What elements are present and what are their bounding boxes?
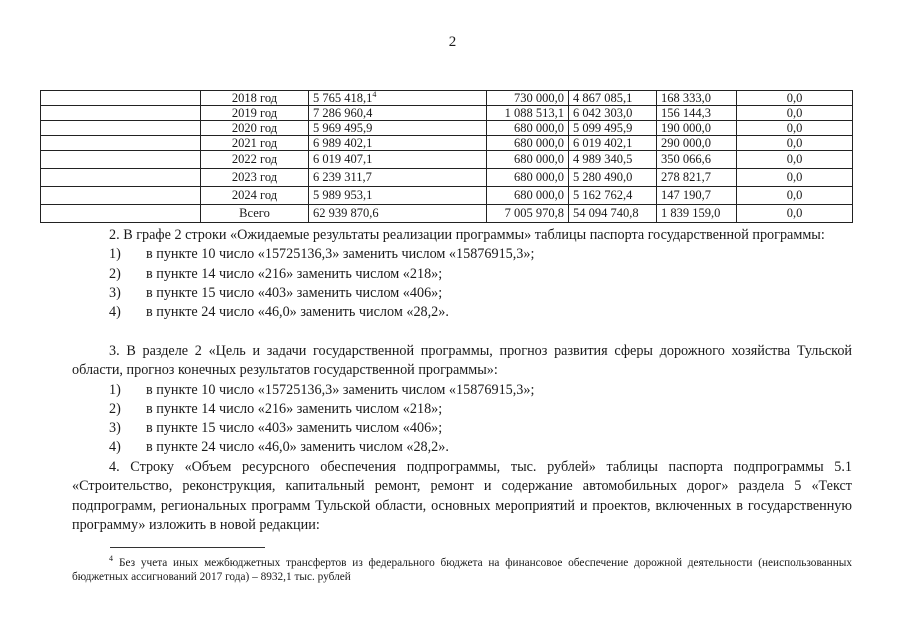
table-row — [41, 151, 853, 169]
table-cell-year: 2021 год — [201, 136, 309, 151]
table-cell-total — [309, 205, 487, 223]
table-cell-federal: 1 088 513,1 — [487, 106, 569, 121]
table-cell-other: 0,0 — [737, 205, 853, 223]
table-cell-empty — [41, 169, 201, 187]
table-cell-federal: 680 000,0 — [487, 187, 569, 205]
list-item — [72, 245, 852, 264]
table-cell-regional: 4 989 340,5 — [569, 151, 657, 169]
list-item-text: в пункте 15 число «403» заменить числом «406»; — [146, 284, 443, 301]
list-item-text: в пункте 24 число «46,0» заменить числом «28,2». — [146, 439, 449, 456]
table-cell-total — [309, 121, 487, 136]
table-cell-other: 0,0 — [737, 121, 853, 136]
list-item — [72, 438, 852, 457]
table-cell-total — [309, 136, 487, 151]
table-cell-empty — [41, 106, 201, 121]
section-3 — [72, 342, 852, 458]
footnote — [72, 552, 852, 585]
table-cell-empty — [41, 136, 201, 151]
table-cell-regional: 4 867 085,1 — [569, 91, 657, 106]
list-item-text: в пункте 10 число «15725136,3» заменить числом «15876915,3»; — [146, 246, 535, 263]
table-cell-total — [309, 91, 487, 106]
table-cell-empty — [41, 187, 201, 205]
table-cell-other: 0,0 — [737, 169, 853, 187]
table-cell-regional: 5 162 762,4 — [569, 187, 657, 205]
list-item — [72, 381, 852, 400]
list-item-text: в пункте 10 число «15725136,3» заменить числом «15876915,3»; — [146, 381, 535, 398]
table-cell-total-value: 62 939 870,6 — [313, 206, 379, 220]
page-number: 2 — [448, 34, 457, 50]
section-3-intro: 3. В разделе 2 «Цель и задачи государственной программы, прогноз развития сферы дорожного хозяйства Тульской области, прогноз конечных результатов государственной программы»: — [72, 343, 852, 379]
list-item-number: 3) — [109, 420, 121, 437]
list-item-number: 4) — [109, 304, 121, 321]
table-cell-empty — [41, 91, 201, 106]
section-4-text: 4. Строку «Объем ресурсного обеспечения подпрограммы, тыс. рублей» таблицы паспорта подпрограммы 5.1 «Строительство, реконструкция, капитальный ремонт, ремонт и содержание автомобильных дорог» раздела 5 «Текст подпрограмм, региональных программ Тульской области, основных мероприятий и проектов, включенных в государственную программу» изложить в новой редакции: — [72, 459, 852, 533]
table-cell-total — [309, 169, 487, 187]
table-cell-other: 0,0 — [737, 136, 853, 151]
table-cell-year: 2023 год — [201, 169, 309, 187]
footnote-text: Без учета иных межбюджетных трансфертов из федерального бюджета на финансовое обеспечение дорожной деятельности (неиспользованных бюджетных ассигнований 2017 года) – 8932,1 тыс. рублей — [72, 556, 852, 584]
table-cell-empty — [41, 121, 201, 136]
table-cell-federal: 680 000,0 — [487, 151, 569, 169]
table-cell-other: 0,0 — [737, 106, 853, 121]
table-cell-total-value: 6 239 311,7 — [313, 170, 372, 184]
footnote-divider — [110, 547, 265, 548]
table-cell-local: 1 839 159,0 — [657, 205, 737, 223]
table-cell-federal: 7 005 970,8 — [487, 205, 569, 223]
table-row — [41, 169, 853, 187]
table-row — [41, 187, 853, 205]
list-item-number: 4) — [109, 439, 121, 456]
footnote-mark: 4 — [109, 554, 113, 563]
table-cell-year: 2024 год — [201, 187, 309, 205]
table-cell-other: 0,0 — [737, 151, 853, 169]
section-4 — [72, 458, 852, 535]
table-cell-regional: 6 019 402,1 — [569, 136, 657, 151]
list-item-text: в пункте 14 число «216» заменить числом «218»; — [146, 400, 443, 417]
section-2-intro: 2. В графе 2 строки «Ожидаемые результаты реализации программы» таблицы паспорта государственной программы: — [109, 227, 825, 243]
table-cell-empty — [41, 151, 201, 169]
list-item — [72, 265, 852, 284]
table-cell-local: 147 190,7 — [657, 187, 737, 205]
table-cell-federal: 680 000,0 — [487, 169, 569, 187]
table-row — [41, 205, 853, 223]
table-cell-other: 0,0 — [737, 91, 853, 106]
table-cell-regional: 6 042 303,0 — [569, 106, 657, 121]
list-item-text: в пункте 24 число «46,0» заменить числом «28,2». — [146, 304, 449, 321]
table-row — [41, 121, 853, 136]
section-2 — [72, 226, 852, 322]
table-cell-other: 0,0 — [737, 187, 853, 205]
table-cell-year: 2018 год — [201, 91, 309, 106]
table-cell-total-value: 6 989 402,1 — [313, 136, 373, 150]
table-cell-year: Всего — [201, 205, 309, 223]
table-cell-total — [309, 106, 487, 121]
table-row — [41, 106, 853, 121]
footnote-reference: 4 — [372, 90, 377, 99]
list-item-number: 2) — [109, 265, 121, 282]
table-cell-local: 156 144,3 — [657, 106, 737, 121]
table-cell-federal: 680 000,0 — [487, 136, 569, 151]
table-cell-federal: 730 000,0 — [487, 91, 569, 106]
table-cell-total-value: 6 019 407,1 — [313, 152, 373, 166]
table-cell-regional: 54 094 740,8 — [569, 205, 657, 223]
list-item — [72, 303, 852, 322]
table-cell-total-value: 5 989 953,1 — [313, 188, 373, 202]
list-item-number: 1) — [109, 246, 121, 263]
table-cell-year: 2020 год — [201, 121, 309, 136]
table-cell-total-value: 5 765 418,1 — [313, 91, 373, 105]
table-cell-year: 2019 год — [201, 106, 309, 121]
table-cell-local: 168 333,0 — [657, 91, 737, 106]
list-item-text: в пункте 14 число «216» заменить числом «218»; — [146, 265, 443, 282]
table-cell-regional: 5 280 490,0 — [569, 169, 657, 187]
table-cell-total — [309, 151, 487, 169]
table-cell-total — [309, 187, 487, 205]
list-item-number: 3) — [109, 284, 121, 301]
table-row — [41, 91, 853, 106]
table-cell-year: 2022 год — [201, 151, 309, 169]
table-cell-local: 290 000,0 — [657, 136, 737, 151]
list-item-number: 2) — [109, 400, 121, 417]
table-cell-total-value: 7 286 960,4 — [313, 106, 373, 120]
budget-table — [40, 90, 853, 223]
table-cell-local: 190 000,0 — [657, 121, 737, 136]
list-item — [72, 284, 852, 303]
table-row — [41, 136, 853, 151]
table-cell-federal: 680 000,0 — [487, 121, 569, 136]
table-cell-empty — [41, 205, 201, 223]
table-cell-local: 278 821,7 — [657, 169, 737, 187]
table-cell-regional: 5 099 495,9 — [569, 121, 657, 136]
list-item — [72, 400, 852, 419]
list-item — [72, 419, 852, 438]
list-item-text: в пункте 15 число «403» заменить числом «406»; — [146, 420, 443, 437]
table-cell-total-value: 5 969 495,9 — [313, 121, 373, 135]
list-item-number: 1) — [109, 381, 121, 398]
table-cell-local: 350 066,6 — [657, 151, 737, 169]
